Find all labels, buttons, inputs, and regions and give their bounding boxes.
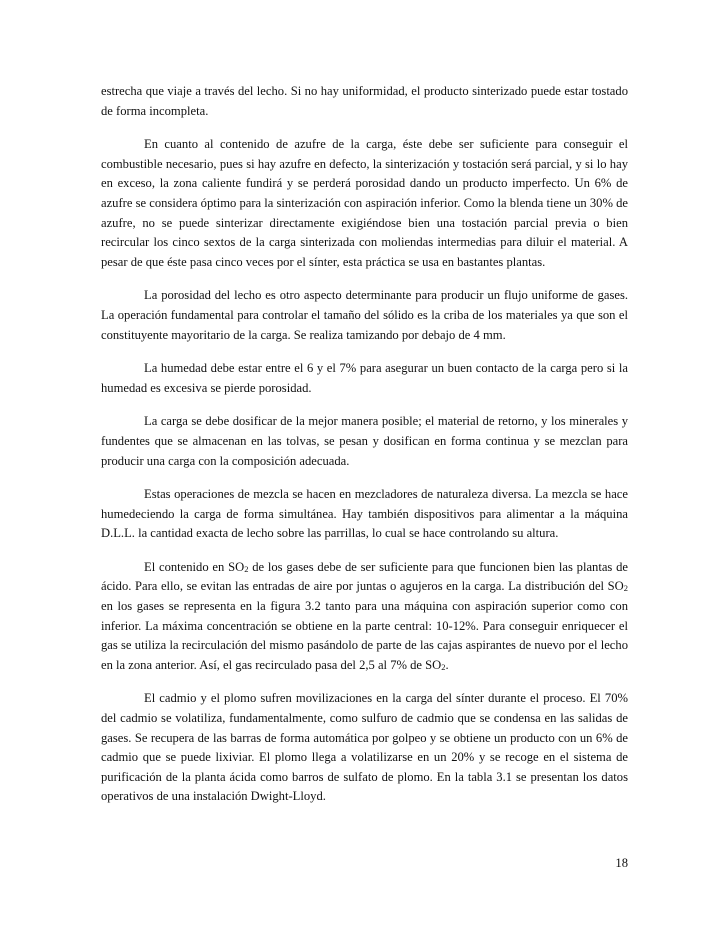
paragraph-dosing [101, 412, 628, 471]
paragraph-uniformity [101, 82, 628, 121]
document-page [101, 82, 628, 821]
paragraph-text: de los gases debe de ser suficiente para que funcionen bien las plantas de ácido. Para ello, se evitan las entradas de aire por juntas o agujeros en la carga. La distribución del SO [101, 559, 628, 594]
paragraph-text: estrecha que viaje a través del lecho. Si no hay uniformidad, el producto sinterizado puede estar tostado de forma incompleta. [101, 84, 628, 118]
subscript-text: 2 [441, 661, 446, 672]
paragraph-humidity [101, 359, 628, 398]
paragraph-text: La carga se debe dosificar de la mejor manera posible; el material de retorno, y los minerales y fundentes que se almacenan en las tolvas, se pesan y dosifican en forma continua y se mezclan para producir una carga con la composición adecuada. [101, 414, 628, 468]
paragraph-bed-porosity [101, 286, 628, 345]
paragraph-so2-content [101, 558, 628, 676]
paragraph-sulfur-content [101, 135, 628, 272]
paragraph-text: La porosidad del lecho es otro aspecto determinante para producir un flujo uniforme de gases. La operación fundamental para controlar el tamaño del sólido es la criba de los materiales ya que son el constituyente mayoritario de la carga. Se realiza tamizando por debajo de 4 mm. [101, 288, 628, 342]
subscript-text: 2 [244, 563, 249, 574]
subscript-text: 2 [623, 583, 628, 594]
paragraph-mixing [101, 485, 628, 544]
paragraph-text: en los gases se representa en la figura 3.2 tanto para una máquina con aspiración superior como con inferior. La máxima concentración se obtiene en la parte central: 10-12%. Para conseguir enriquecer el gas se utiliza la recirculación del mismo pasándolo de parte de las cajas aspirantes de nuevo por el lecho en la zona anterior. Así, el gas recirculado pasa del 2,5 al 7% de SO [101, 599, 628, 672]
paragraph-text: Estas operaciones de mezcla se hacen en mezcladores de naturaleza diversa. La mezcla se hace humedeciendo la carga de forma simultánea. Hay también dispositivos para alimentar a la máquina D.L.L. la cantidad exacta de lecho sobre las parrillas, lo cual se hace controlando su altura. [101, 487, 628, 541]
paragraph-text: El cadmio y el plomo sufren movilizaciones en la carga del sínter durante el proceso. El 70% del cadmio se volatiliza, fundamentalmente, como sulfuro de cadmio que se condensa en las salidas de gases. Se recupera de las barras de forma automática por golpeo y se obtiene un producto con un 6% de cadmio que se puede lixiviar. El plomo llega a volatilizarse en un 20% y se recoge en el sistema de purificación de la planta ácida como barros de sulfato de plomo. En la tabla 3.1 se presentan los datos operativos de una instalación Dwight-Lloyd. [101, 691, 628, 804]
paragraph-text: En cuanto al contenido de azufre de la carga, éste debe ser suficiente para conseguir el combustible necesario, pues si hay azufre en defecto, la sinterización y tostación será parcial, y si lo hay en exceso, la zona caliente fundirá y se perderá porosidad dando un producto imperfecto. Un 6% de azufre se considera óptimo para la sinterización con aspiración inferior. Como la blenda tiene un 30% de azufre, no se puede sinterizar directamente exigiéndose bien una tostación parcial previa o bien recircular los cinco sextos de la carga sinterizada con moliendas intermedias para diluir el material. A pesar de que éste pasa cinco veces por el sínter, esta práctica se usa en bastantes plantas. [101, 137, 628, 269]
paragraph-text: El contenido en SO [144, 559, 245, 574]
paragraph-cadmium-lead [101, 689, 628, 807]
paragraph-text: . [445, 657, 449, 672]
paragraph-text: La humedad debe estar entre el 6 y el 7% para asegurar un buen contacto de la carga pero si la humedad es excesiva se pierde porosidad. [101, 361, 628, 395]
page-number: 18 [615, 856, 628, 870]
